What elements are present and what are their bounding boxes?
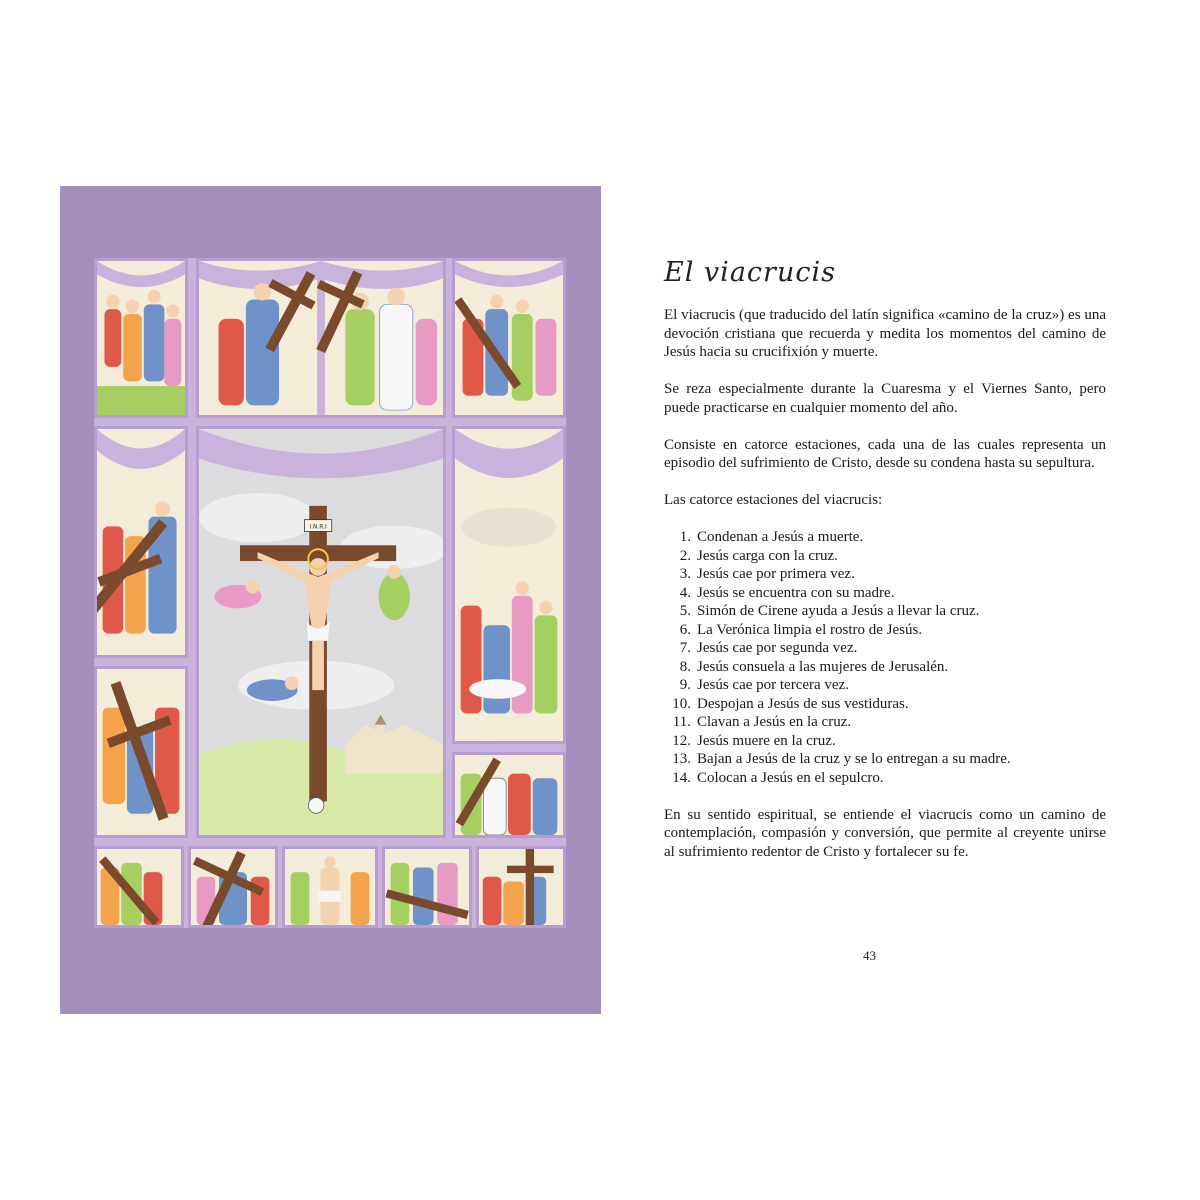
- station-panel-middle-left: [94, 426, 188, 658]
- station-panel-bottom-4: [382, 846, 472, 928]
- station-panel-lower-left: [94, 666, 188, 838]
- list-item: 1. Condenan a Jesús a muerte.: [679, 529, 864, 545]
- crucifixion-panel: [196, 426, 446, 838]
- body-text: [664, 306, 1106, 880]
- list-item: 14. Colocan a Jesús en el sepulcro.: [672, 769, 884, 786]
- station-panel-bottom-3: [282, 846, 378, 928]
- list-item: 8. Jesús consuela a las mujeres de Jerusalén.: [679, 658, 949, 675]
- station-panel-bottom-5: [476, 846, 566, 928]
- station-panel-middle-right: [452, 426, 566, 744]
- list-item: 4. Jesús se encuentra con su madre.: [679, 584, 895, 601]
- page-title: El viacrucis: [664, 257, 836, 288]
- list-item: 3. Jesús cae por primera vez.: [679, 566, 855, 582]
- stations-list: [664, 528, 1106, 787]
- text-page: [640, 240, 1120, 980]
- paragraph-closing: En su sentido espiritual, se entiende el viacrucis como un camino de contemplación, compasión y conversión, que permite al creyente unirse al sufrimiento redentor de Cristo y fortalecer su fe.: [664, 806, 1106, 860]
- list-item: 13. Bajan a Jesús de la cruz y se lo entregan a su madre.: [672, 751, 1011, 767]
- station-panel-lower-right: [452, 752, 566, 838]
- stations-window-illustration: [94, 258, 566, 928]
- inri-sign: I.N.R.I: [309, 524, 327, 531]
- station-panel-top-center: [196, 258, 446, 418]
- list-item: 12. Jesús muere en la cruz.: [672, 732, 836, 749]
- list-item: 9. Jesús cae por tercera vez.: [679, 677, 849, 693]
- page-number: 43: [863, 948, 876, 963]
- paragraph-list-heading: Las catorce estaciones del viacrucis:: [664, 492, 883, 508]
- station-panel-bottom-2: [188, 846, 278, 928]
- list-item: 5. Simón de Cirene ayuda a Jesús a llevar la cruz.: [679, 603, 980, 619]
- paragraph-lent: Se reza especialmente durante la Cuaresma y el Viernes Santo, pero puede practicarse en cualquier momento del año.: [664, 381, 1106, 416]
- illustration-page: [60, 186, 601, 1014]
- paragraph-intro: El viacrucis (que traducido del latín significa «camino de la cruz») es una devoción cristiana que recuerda y medita los momentos del camino de Jesús hacia su crucifixión y muerte.: [664, 307, 1106, 360]
- list-item: 2. Jesús carga con la cruz.: [679, 547, 838, 564]
- list-item: 10. Despojan a Jesús de sus vestiduras.: [672, 695, 909, 712]
- station-panel-top-left: [94, 258, 188, 418]
- paragraph-stations: Consiste en catorce estaciones, cada una de las cuales representa un episodio del sufrimiento de Cristo, desde su condena hasta su sepultura.: [664, 436, 1106, 471]
- list-item: 7. Jesús cae por segunda vez.: [679, 640, 858, 656]
- list-item: 11. Clavan a Jesús en la cruz.: [672, 714, 852, 730]
- station-panel-bottom-1: [94, 846, 184, 928]
- list-item: 6. La Verónica limpia el rostro de Jesús.: [679, 621, 923, 638]
- station-panel-top-right: [452, 258, 566, 418]
